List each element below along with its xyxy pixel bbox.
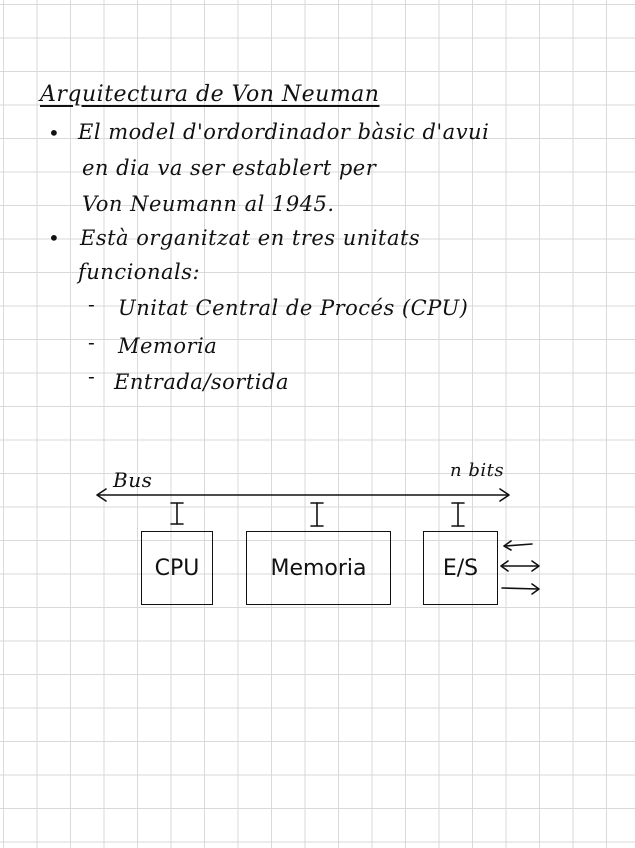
es-box <box>423 531 498 605</box>
bullet-1-line-2: en dia va ser establert per <box>82 156 377 180</box>
bullet-dot-2: • <box>48 226 60 250</box>
bus-label: Bus <box>113 468 153 492</box>
bullet-2-line-2: funcionals: <box>78 260 201 284</box>
memoria-box-label: Memoria <box>270 555 367 581</box>
dash-1: - <box>88 292 95 316</box>
es-box-label: E/S <box>442 555 479 581</box>
io-arrow-both <box>501 561 539 571</box>
bus-arrow-left <box>97 489 106 501</box>
cpu-box-label: CPU <box>154 555 200 581</box>
bullet-1-line-1: El model d'ordordinador bàsic d'avui <box>78 120 490 144</box>
cpu-box <box>141 531 213 605</box>
io-arrow-out <box>502 584 539 594</box>
unit-item-memoria: Memoria <box>118 334 218 358</box>
unit-item-io: Entrada/sortida <box>114 370 289 394</box>
dash-2: - <box>88 330 95 354</box>
io-arrow-in <box>504 541 532 550</box>
unit-item-cpu: Unitat Central de Procés (CPU) <box>118 296 469 320</box>
n-bits-label: n bits <box>450 460 505 481</box>
cpu-bus-connector <box>171 503 183 524</box>
memoria-box <box>246 531 391 605</box>
page-title: Arquitectura de Von Neuman <box>40 82 380 107</box>
bullet-2-line-1: Està organitzat en tres unitats <box>80 226 421 250</box>
memoria-bus-connector <box>311 503 323 526</box>
dash-3: - <box>88 364 95 388</box>
bullet-dot-1: • <box>48 121 60 145</box>
bullet-1-line-3: Von Neumann al 1945. <box>82 192 335 216</box>
bus-arrow-right <box>500 489 509 501</box>
es-bus-connector <box>452 503 464 526</box>
